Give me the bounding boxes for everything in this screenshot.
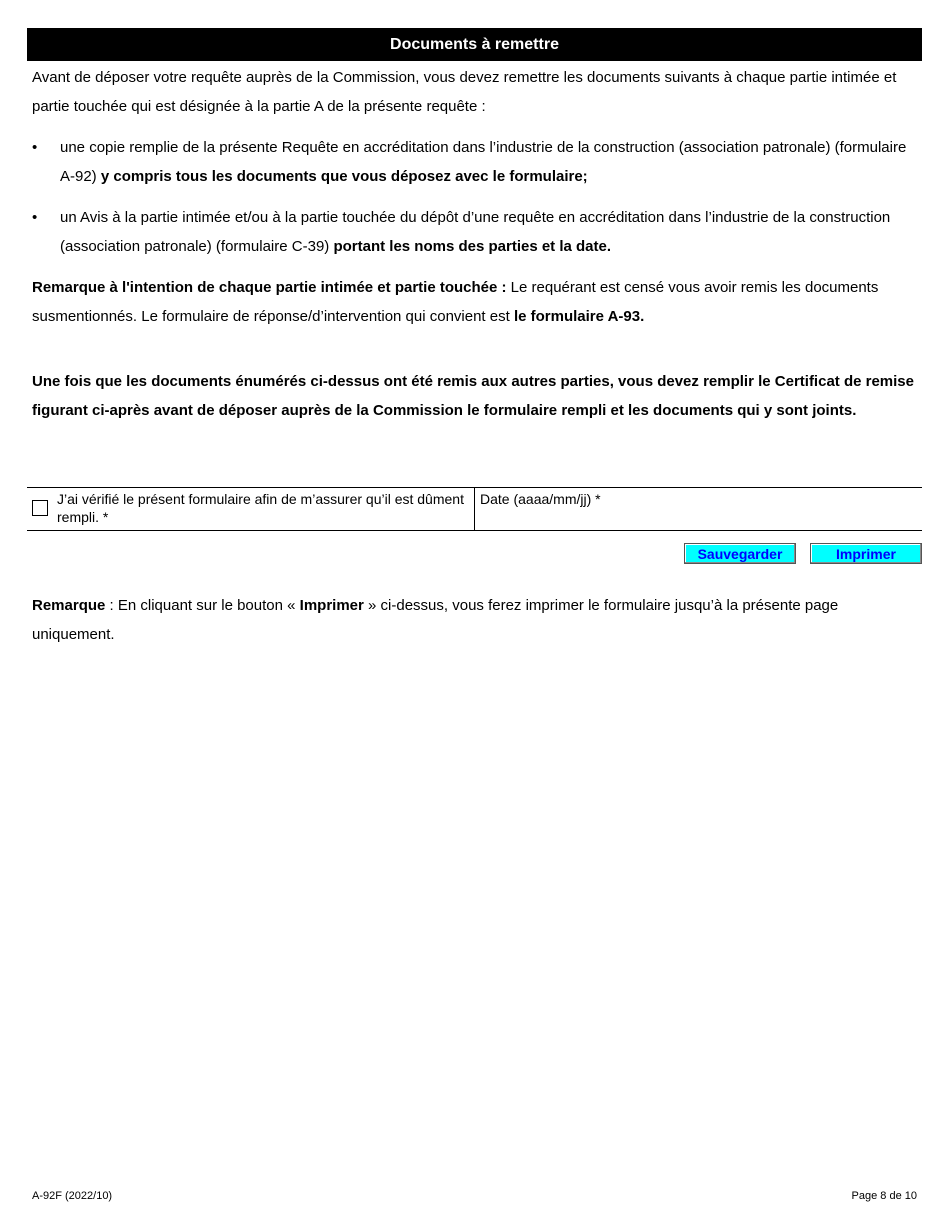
print-remark-text-2: » ci-dessus, vous ferez imprimer le formulaire jusqu’à la présente page uniquement. — [32, 597, 839, 643]
print-remark — [32, 591, 917, 649]
print-button[interactable]: Imprimer — [810, 543, 922, 564]
intro-paragraph: Avant de déposer votre requête auprès de la Commission, vous devez remettre les documents suivants à chaque partie intimée et partie touchée qui est désignée à la partie A de la présente requête : — [32, 69, 897, 115]
print-remark-text-1: : En cliquant sur le bouton « — [105, 597, 300, 614]
certificate-instruction: Une fois que les documents énumérés ci-dessus ont été remis aux autres parties, vous devez remplir le Certificat de remise figurant ci-après avant de déposer auprès de la Commission le formulaire rempli et les documents qui y sont joints. — [32, 373, 914, 419]
verification-cell — [27, 488, 475, 530]
section-header — [27, 28, 922, 61]
save-button[interactable]: Sauvegarder — [684, 543, 796, 564]
bullet-2-plain: un Avis à la partie intimée et/ou à la partie touchée du dépôt d’une requête en accréditation dans l’industrie de la construction (association patronale) (formulaire C-39) — [60, 209, 891, 255]
date-label: Date (aaaa/mm/jj) * — [480, 491, 601, 507]
remark-parties — [32, 273, 917, 331]
bullet-1-text — [60, 133, 917, 191]
verified-checkbox[interactable] — [32, 500, 48, 516]
remark-parties-text: Le requérant est censé vous avoir remis les documents susmentionnés. Le formulaire de réponse/d’intervention qui convient est — [32, 279, 879, 325]
section-title: Documents à remettre — [390, 35, 559, 53]
date-field[interactable] — [480, 509, 914, 531]
bullet-2-bold: portant les noms des parties et la date. — [333, 238, 612, 255]
bullet-1-plain: une copie remplie de la présente Requête en accréditation dans l’industrie de la construction (association patronale) (formulaire A-92) — [60, 139, 907, 185]
bullet-1-marker: • — [32, 139, 38, 156]
verified-checkbox-label: J’ai vérifié le présent formulaire afin de m’assurer qu’il est dûment rempli. * — [57, 491, 464, 525]
print-remark-bold: Remarque — [32, 597, 106, 614]
print-remark-button-name: Imprimer — [299, 597, 364, 614]
bullet-1-bold: y compris tous les documents que vous déposez avec le formulaire; — [100, 168, 588, 185]
remark-parties-form: le formulaire A-93. — [513, 308, 645, 325]
bullet-2-marker: • — [32, 209, 38, 226]
verification-row — [27, 487, 922, 531]
page-number: Page 8 de 10 — [851, 1190, 917, 1202]
remark-parties-bold: Remarque à l'intention de chaque partie intimée et partie touchée : — [32, 279, 507, 296]
bullet-2-text — [60, 203, 917, 261]
date-cell — [475, 488, 922, 530]
form-code: A-92F (2022/10) — [32, 1190, 113, 1202]
